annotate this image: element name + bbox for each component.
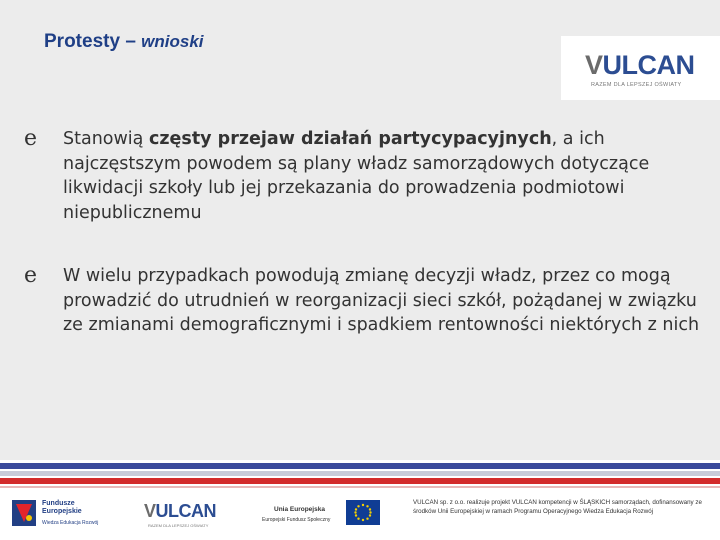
bullet-icon: e — [24, 126, 38, 151]
bullet-1-text-start: Stanowią — [63, 129, 149, 149]
slide-title-dash: – — [125, 31, 136, 52]
slide-title-subtitle: wnioski — [141, 32, 204, 51]
fe-line2: Europejskie — [42, 508, 82, 515]
bullet-text-2: W wielu przypadkach powodują zmianę decyzji władz, przez co mogą prowadzić do utrudnień w reorganizacji sieci szkół, pożądanej w związku ze zmianami demograficznymi i spadkiem rentowności niektórych z nich — [63, 266, 700, 335]
footer-logos — [0, 492, 720, 540]
footer-vulcan-logo — [144, 501, 216, 522]
project-description: VULCAN sp. z o.o. realizuje projekt VULCAN kompetencji w ŚLĄSKICH samorządach, dofinansowany ze środków Unii Europejskiej w ramach Programu Operacyjnego Wiedza Edukacja Rozwój — [413, 499, 702, 515]
fe-subtitle: Wiedza Edukacja Rozwój — [42, 520, 99, 526]
ue-title: Unia Europejska — [274, 506, 325, 513]
vulcan-logo-rest: ULCAN — [602, 50, 695, 80]
footer-vulcan-rest: ULCAN — [155, 501, 217, 521]
eu-flag-icon — [346, 500, 380, 525]
vulcan-logo — [561, 36, 720, 100]
bullet-icon: e — [24, 263, 38, 288]
stripe-blue — [0, 463, 720, 469]
fe-star-icon — [12, 500, 36, 526]
footer-vulcan-v: V — [144, 501, 156, 521]
vulcan-logo-word — [585, 50, 695, 81]
fundusze-europejskie-logo — [12, 498, 112, 534]
vulcan-logo-v: V — [585, 50, 603, 80]
stripe-light — [0, 471, 720, 476]
fe-title — [42, 500, 82, 516]
bullet-1-text-end: , a ich najczęstszym powodem są plany władz samorządowych dotyczące likwidacji szkoły lub jej przekazania do prowadzenia podmiotowi niepublicznemu — [63, 129, 650, 223]
slide-title — [44, 31, 204, 53]
fe-line1: Fundusze — [42, 500, 75, 507]
vulcan-logo-tagline: RAZEM DLA LEPSZEJ OŚWIATY — [591, 82, 682, 88]
bullet-1-text-bold: częsty przejaw działań partycypacyjnych — [148, 129, 552, 149]
ue-subtitle: Europejski Fundusz Społeczny — [262, 517, 331, 523]
bullet-text-1 — [63, 127, 703, 225]
slide-title-main: Protesty — [44, 31, 121, 52]
footer-vulcan-tagline: RAZEM DLA LEPSZEJ OŚWIATY — [148, 523, 209, 528]
stripe-pink — [0, 486, 720, 488]
footer-stripes — [0, 460, 720, 492]
stripe-red — [0, 478, 720, 484]
